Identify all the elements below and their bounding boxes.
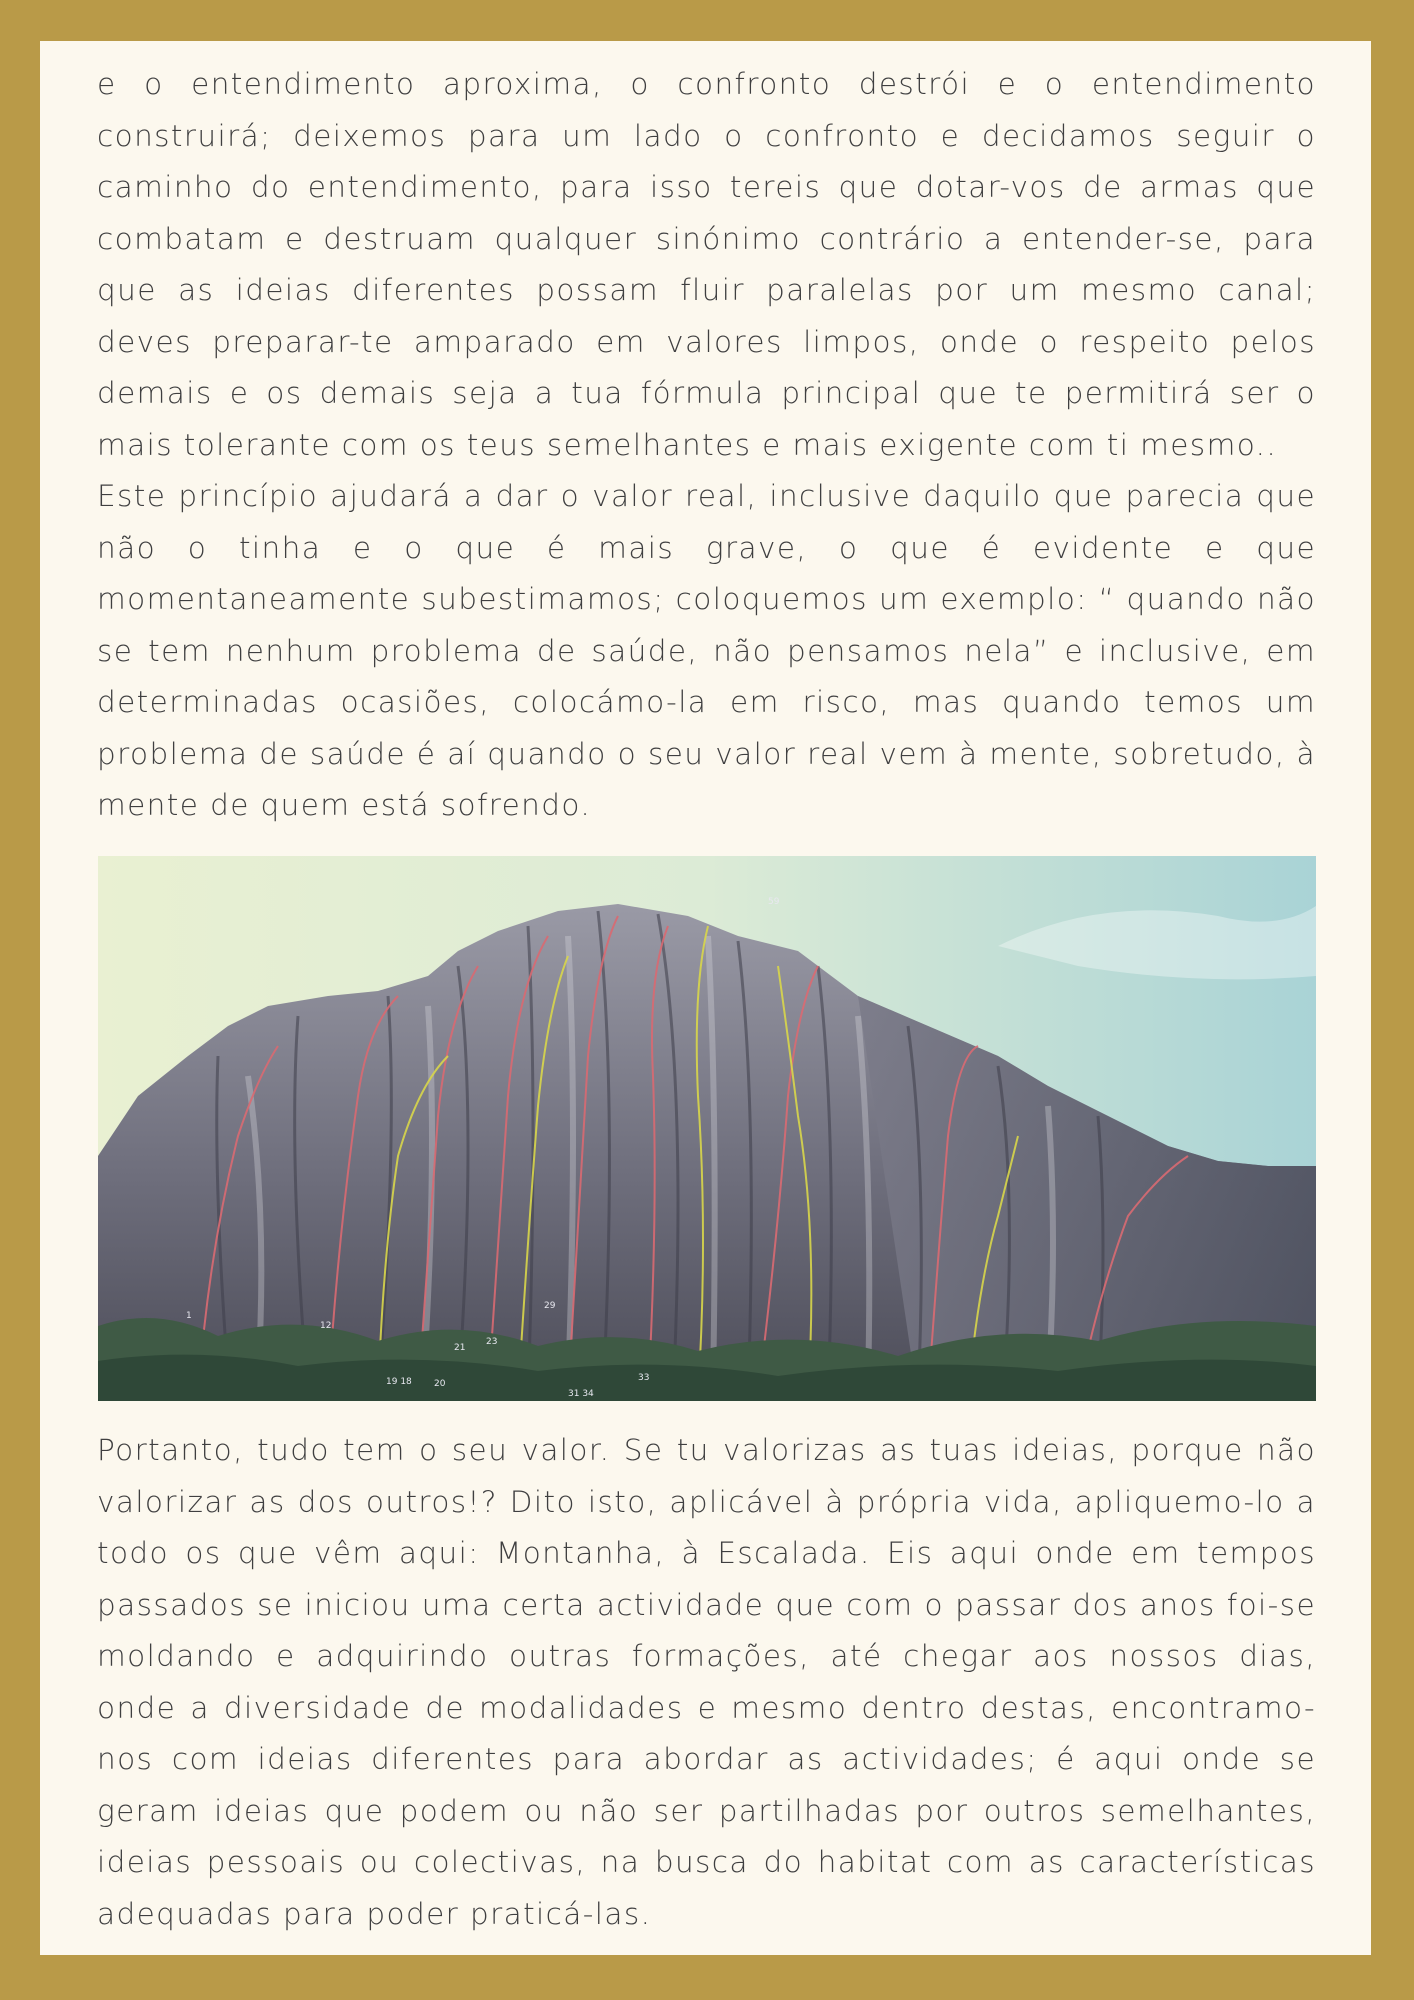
topo-label-23: 23 xyxy=(486,1337,498,1347)
paragraph-2: Este princípio ajudará a dar o valor real, inclusive daquilo que parecia que não o tinha e o que é mais grave, o que é evidente e que momentaneamente subestimamos; coloquemos um exemplo: “ quando não se tem nenhum problema de saúde, não pensamos nela” e inclusive, em determinadas ocasiões, colocámo-la em risco, mas quando temos um problema de saúde é aí quando o seu valor real vem à mente, sobretudo, à mente de quem está sofrendo. xyxy=(97,479,1316,822)
topo-label-19-18: 19 18 xyxy=(386,1377,412,1387)
top-text-block xyxy=(97,59,1316,832)
topo-label-33: 33 xyxy=(638,1373,650,1383)
topo-label-59: 59 xyxy=(768,897,780,907)
paragraph-1: e o entendimento aproxima, o confronto destrói e o entendimento construirá; deixemos para um lado o confronto e decidamos seguir o caminho do entendimento, para isso tereis que dotar-vos de armas que combatam e destruam qualquer sinónimo contrário a entender-se, para que as ideias diferentes possam fluir paralelas por um mesmo canal; deves preparar-te amparado em valores limpos, onde o respeito pelos demais e os demais seja a tua fórmula principal que te permitirá ser o mais tolerante com os teus semelhantes e mais exigente com ti mesmo.. xyxy=(97,67,1316,462)
topo-label-31-34: 31 34 xyxy=(568,1389,594,1399)
topo-label-12: 12 xyxy=(320,1321,332,1331)
topo-label-29: 29 xyxy=(544,1301,556,1311)
topo-label-20: 20 xyxy=(434,1379,446,1389)
climbing-topo-photo xyxy=(98,856,1316,1401)
document-page xyxy=(40,41,1371,1955)
paragraph-3: Portanto, tudo tem o seu valor. Se tu valorizas as tuas ideias, porque não valorizar as dos outros!? Dito isto, aplicável à própria vida, apliquemo-lo a todo os que vêm aqui: Montanha, à Escalada. Eis aqui onde em tempos passados se iniciou uma certa actividade que com o passar dos anos foi-se moldando e adquirindo outras formações, até chegar aos nossos dias, onde a diversidade de modalidades e mesmo dentro destas, encontramo-nos com ideias diferentes para abordar as actividades; é aqui onde se geram ideias que podem ou não ser partilhadas por outros semelhantes, ideias pessoais ou colectivas, na busca do habitat com as características adequadas para poder praticá-las. xyxy=(97,1433,1316,1931)
bottom-text-block xyxy=(97,1425,1316,1940)
topo-label-1: 1 xyxy=(186,1311,192,1321)
topo-label-21: 21 xyxy=(454,1343,466,1353)
